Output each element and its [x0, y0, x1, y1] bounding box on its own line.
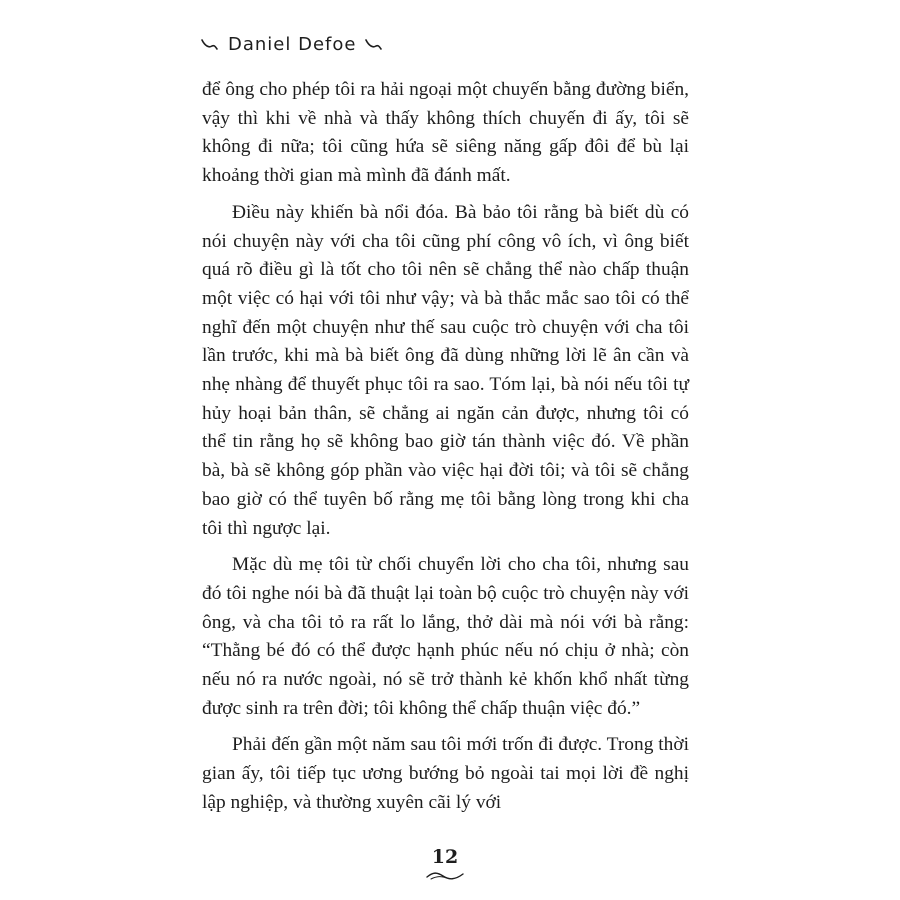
author-name: Daniel Defoe [228, 33, 357, 55]
page-footer [400, 845, 490, 881]
body-text [202, 76, 689, 826]
paragraph: Phải đến gần một năm sau tôi mới trốn đi được. Trong thời gian ấy, tôi tiếp tục ương bướng bỏ ngoài tai mọi lời đề nghị lập nghiệp, và thường xuyên cãi lý với [202, 734, 689, 813]
paragraph: Mặc dù mẹ tôi từ chối chuyển lời cho cha tôi, nhưng sau đó tôi nghe nói bà đã thuật lại toàn bộ cuộc trò chuyện này với ông, và cha tôi tỏ ra rất lo lắng, thở dài mà nói với bà rằng: “Thằng bé đó có thể được hạnh phúc nếu nó chịu ở nhà; còn nếu nó ra nước ngoài, nó sẽ trở thành kẻ khốn khổ nhất từng được sinh ra trên đời; tôi không thể chấp thuận việc đó.” [202, 554, 689, 719]
right-swash-icon [364, 37, 384, 51]
paragraph: Điều này khiến bà nổi đóa. Bà bảo tôi rằng bà biết dù có nói chuyện này với cha tôi cũng phí công vô ích, vì ông biết quá rõ điều gì là tốt cho tôi nên sẽ chẳng thể nào chấp thuận một việc có hại với tôi như vậy; và bà thắc mắc sao tôi có thể nghĩ đến một chuyện như thế sau cuộc trò chuyện với cha tôi lần trước, khi mà bà biết ông đã dùng những lời lẽ ân cần và nhẹ nhàng để thuyết phục tôi ra sao. Tóm lại, bà nói nếu tôi tự hủy hoại bản thân, sẽ chẳng ai ngăn cản được, nhưng tôi có thể tin rằng họ sẽ không bao giờ tán thành việc đó. Về phần bà, bà sẽ không góp phần vào việc hại đời tôi; và tôi sẽ chẳng bao giờ có thể tuyên bố rằng mẹ tôi bằng lòng trong khi cha tôi thì ngược lại. [202, 201, 689, 539]
wave-ornament-icon [425, 871, 465, 881]
running-header [200, 28, 384, 60]
left-swash-icon [200, 37, 220, 51]
paragraph-continued: để ông cho phép tôi ra hải ngoại một chuyến bằng đường biển, vậy thì khi về nhà và thấy không thích chuyến đi ấy, tôi sẽ không đi nữa; tôi cũng hứa sẽ siêng năng gấp đôi để bù lại khoảng thời gian mà mình đã đánh mất. [202, 79, 689, 187]
page-number: 12 [431, 846, 459, 868]
